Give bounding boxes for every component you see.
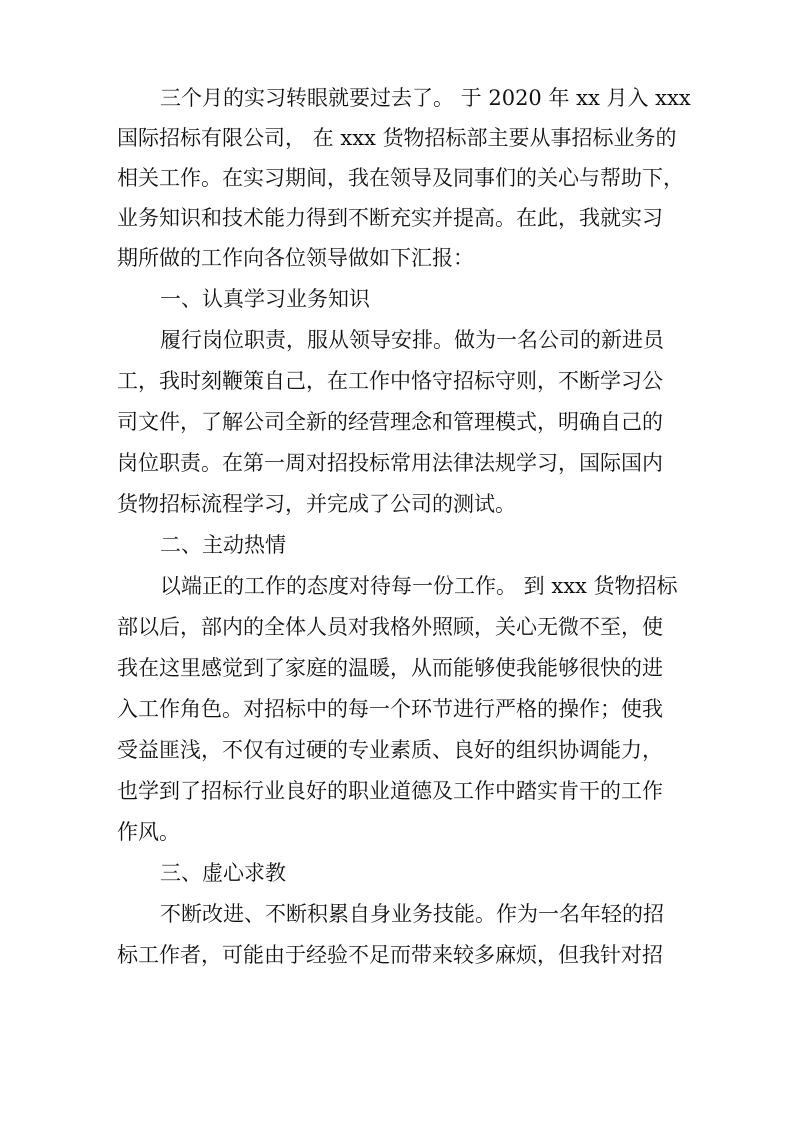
text-line-9: 司文件，了解公司全新的经营理念和管理模式，明确自己的 <box>117 410 663 434</box>
text-line-14: 部以后，部内的全体人员对我格外照顾，关心无微不至，使 <box>117 615 663 639</box>
section-heading-1: 一、认真学习业务知识 <box>160 287 370 311</box>
text-line-7: 履行岗位职责，服从领导安排。做为一名公司的新进员 <box>160 328 664 352</box>
text-line-2: 国际招标有限公司， 在 xxx 货物招标部主要从事招标业务的 <box>117 126 677 150</box>
text-line-8: 工，我时刻鞭策自己，在工作中恪守招标守则，不断学习公 <box>117 369 663 393</box>
text-line-21: 不断改进、不断积累自身业务技能。作为一名年轻的招 <box>160 902 664 926</box>
text-line-18: 也学到了招标行业良好的职业道德及工作中踏实肯干的工作 <box>117 779 663 803</box>
text-line-4: 业务知识和技术能力得到不断充实并提高。在此，我就实习 <box>117 206 663 230</box>
text-line-22: 标工作者，可能由于经验不足而带来较多麻烦，但我针对招 <box>117 943 663 967</box>
text-line-11: 货物招标流程学习，并完成了公司的测试。 <box>117 492 516 516</box>
text-line-17: 受益匪浅，不仅有过硬的专业素质、良好的组织协调能力， <box>117 738 663 762</box>
text-line-5: 期所做的工作向各位领导做如下汇报： <box>117 246 474 270</box>
section-heading-2: 二、主动热情 <box>160 533 286 557</box>
text-line-13: 以端正的工作的态度对待每一份工作。 到 xxx 货物招标 <box>160 574 678 598</box>
text-line-19: 作风。 <box>117 820 180 844</box>
text-line-10: 岗位职责。在第一周对招投标常用法律法规学习，国际国内 <box>117 451 663 475</box>
text-line-3: 相关工作。在实习期间，我在领导及同事们的关心与帮助下， <box>117 166 684 190</box>
text-line-16: 入工作角色。对招标中的每一个环节进行严格的操作；使我 <box>117 697 663 721</box>
text-line-15: 我在这里感觉到了家庭的温暖，从而能够使我能够很快的进 <box>117 656 663 680</box>
text-line-1: 三个月的实习转眼就要过去了。 于 2020 年 xx 月入 xxx <box>160 86 691 110</box>
section-heading-3: 三、虚心求教 <box>160 861 286 885</box>
